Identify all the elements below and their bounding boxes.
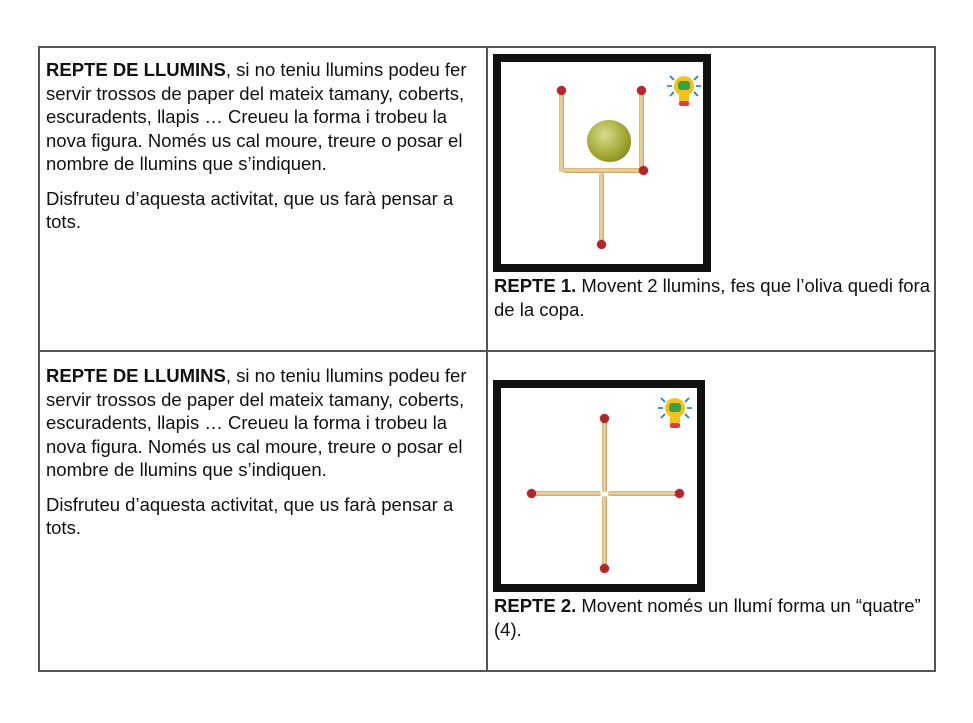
match-stick <box>602 496 607 568</box>
match-stick <box>608 491 678 496</box>
table-border-left <box>38 46 40 672</box>
intro-paragraph <box>46 58 482 176</box>
table-column-divider <box>486 46 488 672</box>
match-head <box>675 489 684 498</box>
repte1-caption <box>494 274 930 321</box>
match-head <box>600 414 609 423</box>
lightbulb-idea-icon <box>657 392 693 432</box>
match-head <box>557 86 566 95</box>
row2-instructions <box>46 364 482 551</box>
match-stick <box>559 90 564 172</box>
lightbulb-idea-icon <box>666 70 702 110</box>
match-head <box>637 86 646 95</box>
repte1-figure <box>493 54 711 272</box>
challenge-text: Movent només un llumí forma un “quatre” (4). <box>494 595 921 640</box>
challenge-label: REPTE 1. <box>494 275 577 296</box>
match-head <box>597 240 606 249</box>
challenge-label: REPTE 2. <box>494 595 577 616</box>
challenge-text: Movent 2 llumins, fes que l’oliva quedi fora de la copa. <box>494 275 930 320</box>
worksheet-table <box>38 46 936 672</box>
match-stick <box>531 491 601 496</box>
closing-paragraph: Disfruteu d’aquesta activitat, que us farà pensar a tots. <box>46 187 454 232</box>
match-stick <box>639 90 644 172</box>
match-stick <box>599 173 604 243</box>
row1-instructions <box>46 58 482 245</box>
intro-bold: REPTE DE LLUMINS <box>46 59 226 80</box>
table-border-right <box>934 46 936 672</box>
match-head <box>527 489 536 498</box>
intro-bold: REPTE DE LLUMINS <box>46 365 226 386</box>
closing-paragraph: Disfruteu d’aquesta activitat, que us farà pensar a tots. <box>46 493 454 538</box>
match-stick <box>602 418 607 492</box>
olive <box>587 120 631 162</box>
intro-rest: , si no teniu llumins podeu fer servir trossos de paper del mateix tamany, coberts, escuradents, llapis … Creueu la forma i trobeu la nova figura. Només us cal moure, treure o posar el nombre de llumins que s’indiquen. <box>46 59 467 174</box>
intro-paragraph <box>46 364 482 482</box>
match-head <box>639 166 648 175</box>
intro-rest: , si no teniu llumins podeu fer servir trossos de paper del mateix tamany, coberts, escuradents, llapis … Creueu la forma i trobeu la nova figura. Només us cal moure, treure o posar el nombre de llumins que s’indiquen. <box>46 365 467 480</box>
match-head <box>600 564 609 573</box>
repte2-figure <box>493 380 705 592</box>
repte2-caption <box>494 594 930 641</box>
